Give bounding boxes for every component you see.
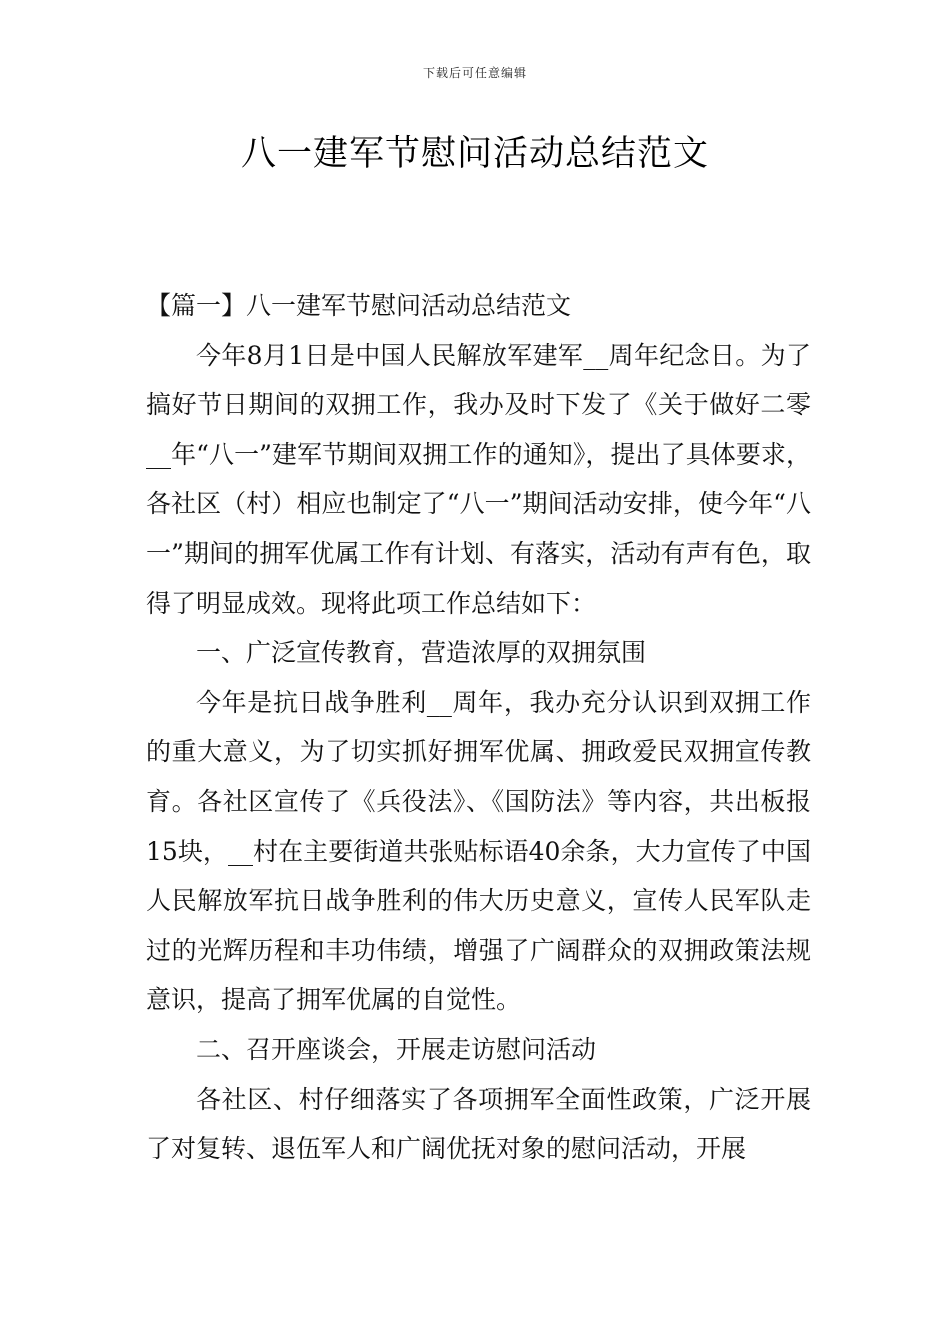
subheading-visits: 二、召开座谈会，开展走访慰问活动 bbox=[196, 1034, 597, 1064]
header-note: 下载后可任意编辑 bbox=[422, 66, 527, 80]
section-heading: 【篇一】八一建军节慰问活动总结范文 bbox=[146, 291, 572, 320]
paragraph-publicity: 今年是抗日战争胜利__周年，我办充分认识到双拥工作的重大意义，为了切实抓好拥军优属、拥政爱民双拥宣传教育。各社区宣传了《兵役法》、《国防法》等内容，共出板报15块，__村在主要街道共张贴标语40余条，大力宣传了中国人民解放军抗日战争胜利的伟大历史意义，宣传人民军队走过的光辉历程和丰功伟绩，增强了广阔群众的双拥政策法规意识，提高了拥军优属的自觉性。 bbox=[146, 687, 811, 1015]
paragraph-visits: 各社区、村仔细落实了各项拥军全面性政策，广泛开展了对复转、退伍军人和广阔优抚对象的慰问活动，开展 bbox=[146, 1084, 811, 1164]
subheading-publicity: 一、广泛宣传教育，营造浓厚的双拥氛围 bbox=[196, 638, 647, 668]
paragraph-intro: 今年8月1日是中国人民解放军建军__周年纪念日。为了搞好节日期间的双拥工作，我办及时下发了《关于做好二零__年“八一”建军节期间双拥工作的通知》，提出了具体要求，各社区（村）相应也制定了“八一”期间活动安排，使今年“八一”期间的拥军优属工作有计划、有落实，活动有声有色，取得了明显成效。现将此项工作总结如下： bbox=[146, 340, 811, 618]
document-body bbox=[146, 281, 811, 1174]
page-title: 八一建军节慰问活动总结范文 bbox=[240, 134, 709, 174]
